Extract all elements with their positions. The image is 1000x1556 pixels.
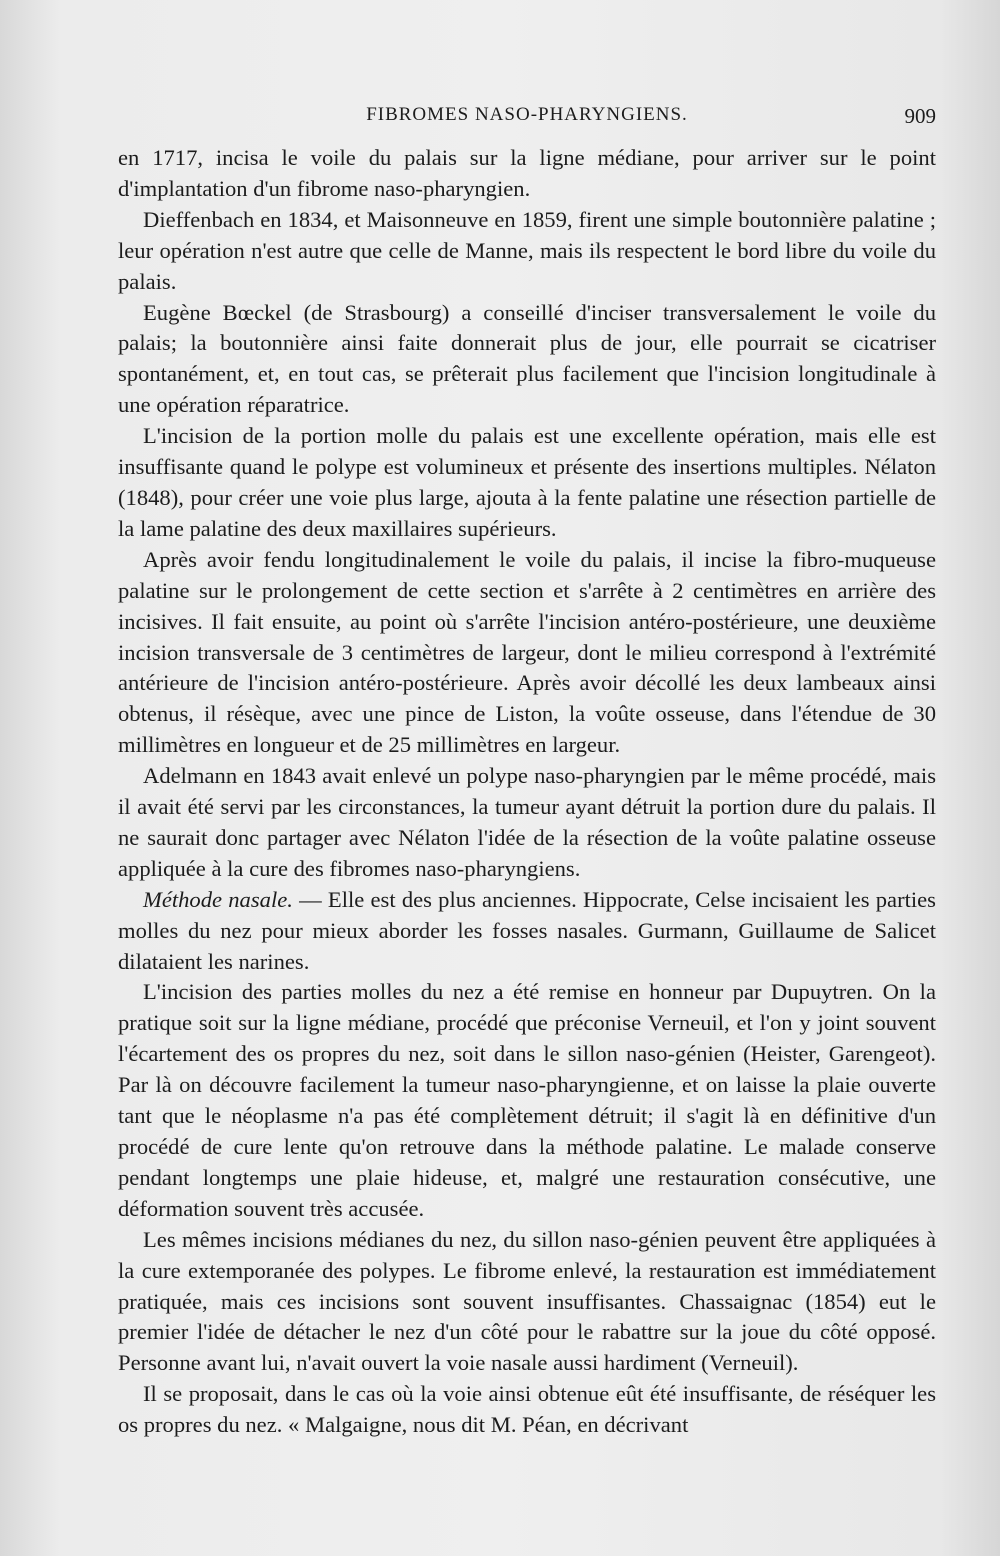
paragraph (118, 205, 936, 298)
paragraph-text: Les mêmes incisions médianes du nez, du sillon naso-génien peuvent être appliquées à la cure extemporanée des polypes. Le fibrome enlevé, la restauration est immédiatement pratiquée, mais ces incisions sont souvent insuffisantes. Chassaignac (1854) eut le premier l'idée de détacher le nez d'un côté pour le rabattre sur la joue du côté opposé. Personne avant lui, n'avait ouvert la voie nasale aussi hardiment (Verneuil). (118, 1226, 936, 1376)
paragraph-text: L'incision des parties molles du nez a été remise en honneur par Dupuytren. On la pratique soit sur la ligne médiane, procédé que préconise Verneuil, et l'on y joint souvent l'écartement des os propres du nez, soit dans le sillon naso-génien (Heister, Garengeot). Par là on découvre facilement la tumeur naso-pharyngienne, et on laisse la plaie ouverte tant que le néoplasme n'a pas été complètement détruit; il s'agit là en définitive d'un procédé de cure lente qu'on retrouve dans la méthode palatine. Le malade conserve pendant longtemps une plaie hideuse, et, malgré une restauration consécutive, une déformation souvent très accusée. (118, 979, 936, 1221)
paragraph-text: — Elle est des plus anciennes. Hippocrate, Celse incisaient les parties molles du nez pour mieux aborder les fosses nasales. Gurmann, Guillaume de Salicet dilataient les narines. (118, 886, 936, 974)
paragraph (118, 977, 936, 1224)
paragraph (118, 761, 936, 885)
paragraph-text: Adelmann en 1843 avait enlevé un polype naso-pharyngien par le même procédé, mais il avait été servi par les circonstances, la tumeur ayant détruit la portion dure du palais. Il ne saurait donc partager avec Nélaton l'idée de la résection de la voûte palatine osseuse appliquée à la cure des fibromes naso-pharyngiens. (118, 763, 936, 881)
page-header (118, 104, 936, 134)
paragraph (118, 143, 936, 205)
paragraph-text: en 1717, incisa le voile du palais sur la ligne médiane, pour arriver sur le point d'implantation d'un fibrome naso-pharyngien. (118, 145, 936, 201)
paragraph (118, 298, 936, 422)
body-text (118, 143, 936, 1441)
paragraph-text: Dieffenbach en 1834, et Maisonneuve en 1859, firent une simple boutonnière palatine ; leur opération n'est autre que celle de Manne, mais ils respectent le bord libre du voile du palais. (118, 206, 936, 294)
paragraph (118, 545, 936, 761)
section-label: Méthode nasale. (143, 886, 293, 912)
paragraph-text: Il se proposait, dans le cas où la voie ainsi obtenue eût été insuffisante, de réséquer les os propres du nez. « Malgaigne, nous dit M. Péan, en décrivant (118, 1381, 936, 1438)
paragraph-text: Eugène Bœckel (de Strasbourg) a conseillé d'inciser transversalement le voile du palais; la boutonnière ainsi faite donnerait plus de jour, elle pourrait se cicatriser spontanément, et, en tout cas, se prêterait plus facilement que l'incision longitudinale à une opération réparatrice. (118, 299, 936, 418)
paragraph (118, 885, 936, 978)
running-title: FIBROMES NASO-PHARYNGIENS. (366, 104, 688, 125)
page-number: 909 (904, 104, 936, 128)
paragraph (118, 421, 936, 545)
paragraph-text: L'incision de la portion molle du palais est une excellente opération, mais elle est insuffisante quand le polype est volumineux et présente des insertions multiples. Nélaton (1848), pour créer une voie plus large, ajouta à la fente palatine une résection partielle de la lame palatine des deux maxillaires supérieurs. (118, 423, 936, 541)
paragraph (118, 1379, 936, 1441)
paragraph (118, 1225, 936, 1380)
paragraph-text: Après avoir fendu longitudinalement le voile du palais, il incise la fibro-muqueuse palatine sur le prolongement de cette section et s'arrête à 2 centimètres en arrière des incisives. Il fait ensuite, au point où s'arrête l'incision antéro-postérieure, une deuxième incision transversale de 3 centimètres de largeur, dont le milieu correspond à l'extrémité antérieure de l'incision antéro-postérieure. Après avoir décollé les deux lambeaux ainsi obtenus, il résèque, avec une pince de Liston, la voûte osseuse, dans l'étendue de 30 millimètres en longueur et de 25 millimètres en largeur. (118, 546, 936, 758)
